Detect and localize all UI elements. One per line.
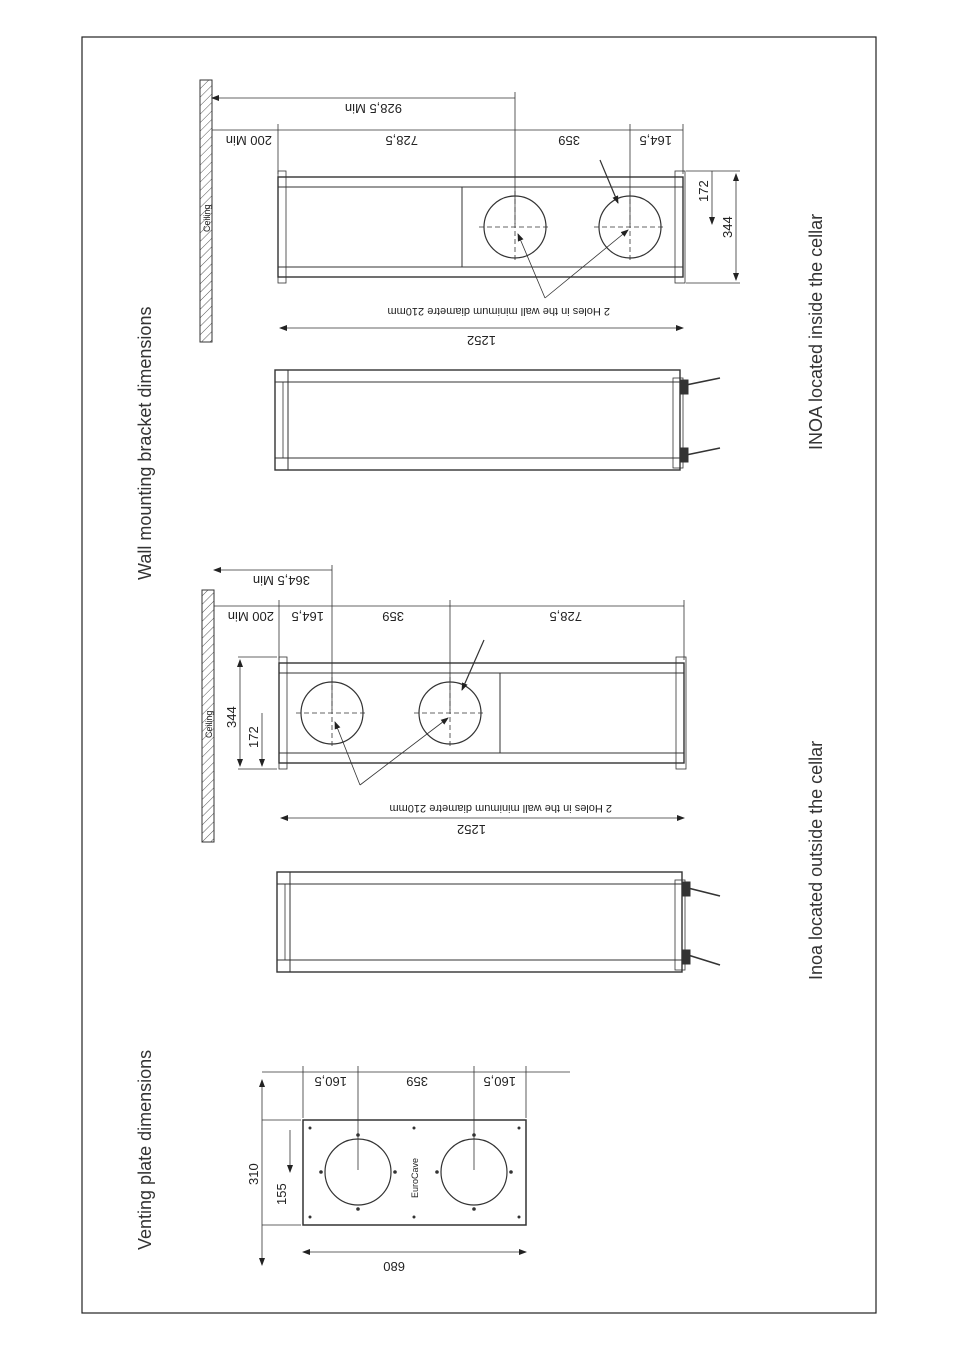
inside-ceiling-label: Ceiling [202,204,212,232]
inside-dim-359: 359 [558,133,580,148]
outside-dim-200min: 200 Min [227,609,274,624]
outside-dim-1252: 1252 [457,822,486,837]
vp-dim-680: 680 [383,1259,405,1274]
vp-dim-155: 155 [274,1183,289,1205]
outside-dim-359: 359 [382,609,404,624]
outside-dim-364min: 364,5 Min [252,573,310,588]
vp-dim-310: 310 [246,1163,261,1185]
unit-side-view-inside [275,370,720,470]
inside-dim-200min: 200 Min [225,133,272,148]
wall-bracket-heading: Wall mounting bracket dimensions [135,306,155,580]
inside-dim-172: 172 [696,180,711,202]
venting-plate-drawing [262,1066,570,1265]
inside-holes-note: 2 Holes in the wall minimum diametre 210mm [387,305,610,317]
inside-dim-164: 164,5 [639,133,672,148]
outside-caption: Inoa located outside the cellar [806,740,826,980]
outside-dim-164: 164,5 [291,609,324,624]
inside-dim-1252: 1252 [467,333,496,348]
brand-mark: EuroCave [410,1157,420,1198]
vp-dim-359: 359 [406,1074,428,1089]
outside-dim-172: 172 [246,726,261,748]
inside-dim-928min: 928,5 Min [344,101,402,116]
outside-dim-728: 728,5 [549,609,582,624]
bracket-inside-drawing [200,80,740,342]
vp-dim-160a: 160,5 [314,1074,347,1089]
outside-holes-note: 2 Holes in the wall minimum diametre 210mm [389,802,612,814]
outside-ceiling-label: Ceiling [204,710,214,738]
bracket-outside-drawing [202,565,686,842]
inside-caption: INOA located inside the cellar [806,213,826,450]
vp-dim-160b: 160,5 [483,1074,516,1089]
outside-dim-344: 344 [224,706,239,728]
inside-dim-344: 344 [720,216,735,238]
inside-dim-728: 728,5 [385,133,418,148]
venting-plate-heading: Venting plate dimensions [135,1049,155,1250]
unit-side-view-outside [277,872,720,972]
